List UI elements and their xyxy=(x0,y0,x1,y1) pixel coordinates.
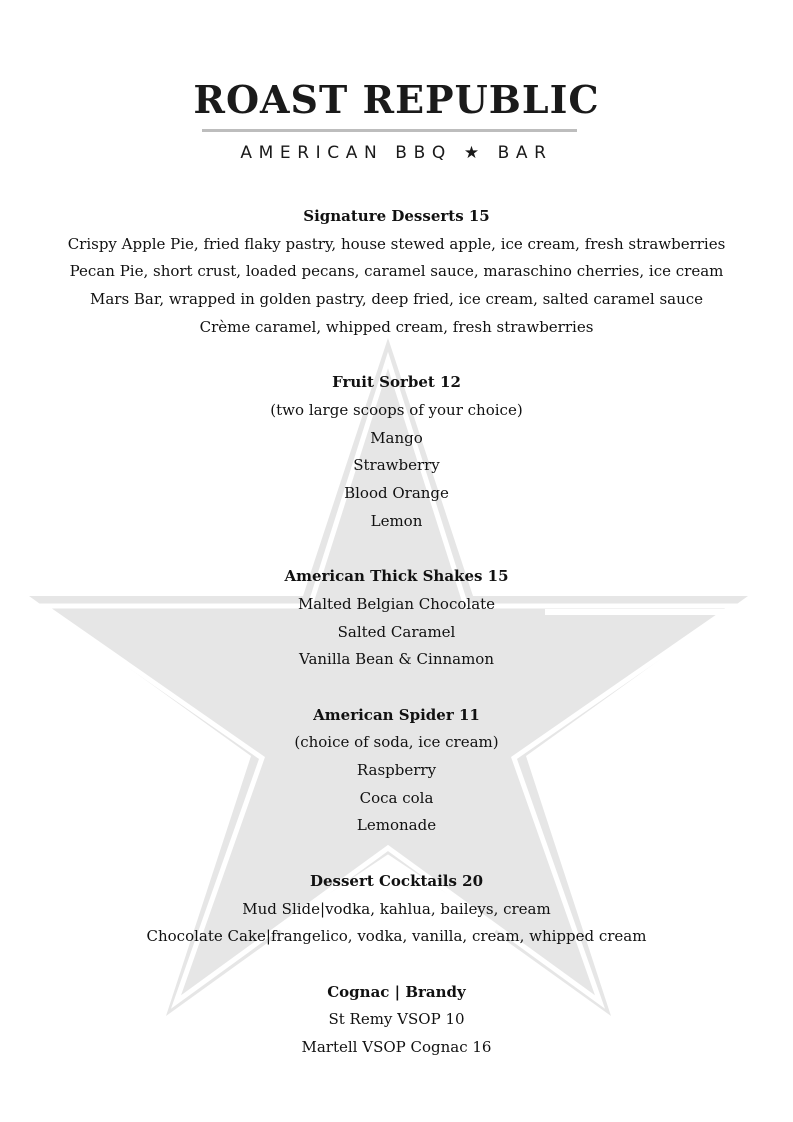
menu-item: Blood Orange xyxy=(344,484,449,503)
brand-title: ROAST REPUBLIC xyxy=(193,77,600,122)
menu-item: Coca cola xyxy=(359,788,434,807)
section-heading: Fruit Sorbet 12 xyxy=(332,373,461,392)
menu-item: Martell VSOP Cognac 16 xyxy=(301,1038,492,1057)
menu-section-signature-desserts xyxy=(0,203,793,342)
menu-item: Vanilla Bean & Cinnamon xyxy=(298,650,494,669)
menu-section-cognac-brandy xyxy=(0,979,793,1062)
menu-item: Strawberry xyxy=(353,456,440,475)
section-heading: Cognac | Brandy xyxy=(327,982,466,1001)
menu-item: Raspberry xyxy=(356,761,437,780)
section-heading: Signature Desserts 15 xyxy=(303,207,490,225)
section-spacer xyxy=(0,535,793,563)
menu-item: Crème caramel, whipped cream, fresh strawberries xyxy=(199,317,594,336)
brand-subtitle: AMERICAN BBQ ★ BAR xyxy=(240,143,553,163)
menu-item: St Remy VSOP 10 xyxy=(328,1010,465,1029)
menu-item: Lemonade xyxy=(356,816,437,835)
section-heading: Dessert Cocktails 20 xyxy=(309,871,484,890)
section-heading: American Thick Shakes 15 xyxy=(284,567,509,586)
section-spacer xyxy=(0,840,793,868)
menu-item: Lemon xyxy=(370,511,423,530)
menu-item: Salted Caramel xyxy=(337,622,456,641)
menu-item: Chocolate Cake|frangelico, vodka, vanilla, cream, whipped cream xyxy=(146,927,647,946)
menu-item: (two large scoops of your choice) xyxy=(270,400,523,419)
menu-item: Mud Slide|vodka, kahlua, baileys, cream xyxy=(242,899,551,918)
section-heading: American Spider 11 xyxy=(313,705,480,724)
menu-item: Mars Bar, wrapped in golden pastry, deep fried, ice cream, salted caramel sauce xyxy=(89,290,704,309)
menu-section-american-spider xyxy=(0,702,793,841)
menu-item: Crispy Apple Pie, fried flaky pastry, house stewed apple, ice cream, fresh strawberries xyxy=(67,234,726,253)
menu-section-dessert-cocktails xyxy=(0,868,793,951)
menu-section-thick-shakes xyxy=(0,563,793,674)
menu-section-fruit-sorbet xyxy=(0,369,793,535)
section-spacer xyxy=(0,342,793,370)
brand-divider xyxy=(202,129,577,132)
menu-item: Malted Belgian Chocolate xyxy=(297,594,496,613)
dessert-menu xyxy=(0,203,793,1062)
menu-item: (choice of soda, ice cream) xyxy=(294,733,499,752)
section-spacer xyxy=(0,674,793,702)
section-spacer xyxy=(0,951,793,979)
menu-item: Pecan Pie, short crust, loaded pecans, caramel sauce, maraschino cherries, ice cream xyxy=(69,262,724,281)
menu-item: Mango xyxy=(370,428,423,447)
